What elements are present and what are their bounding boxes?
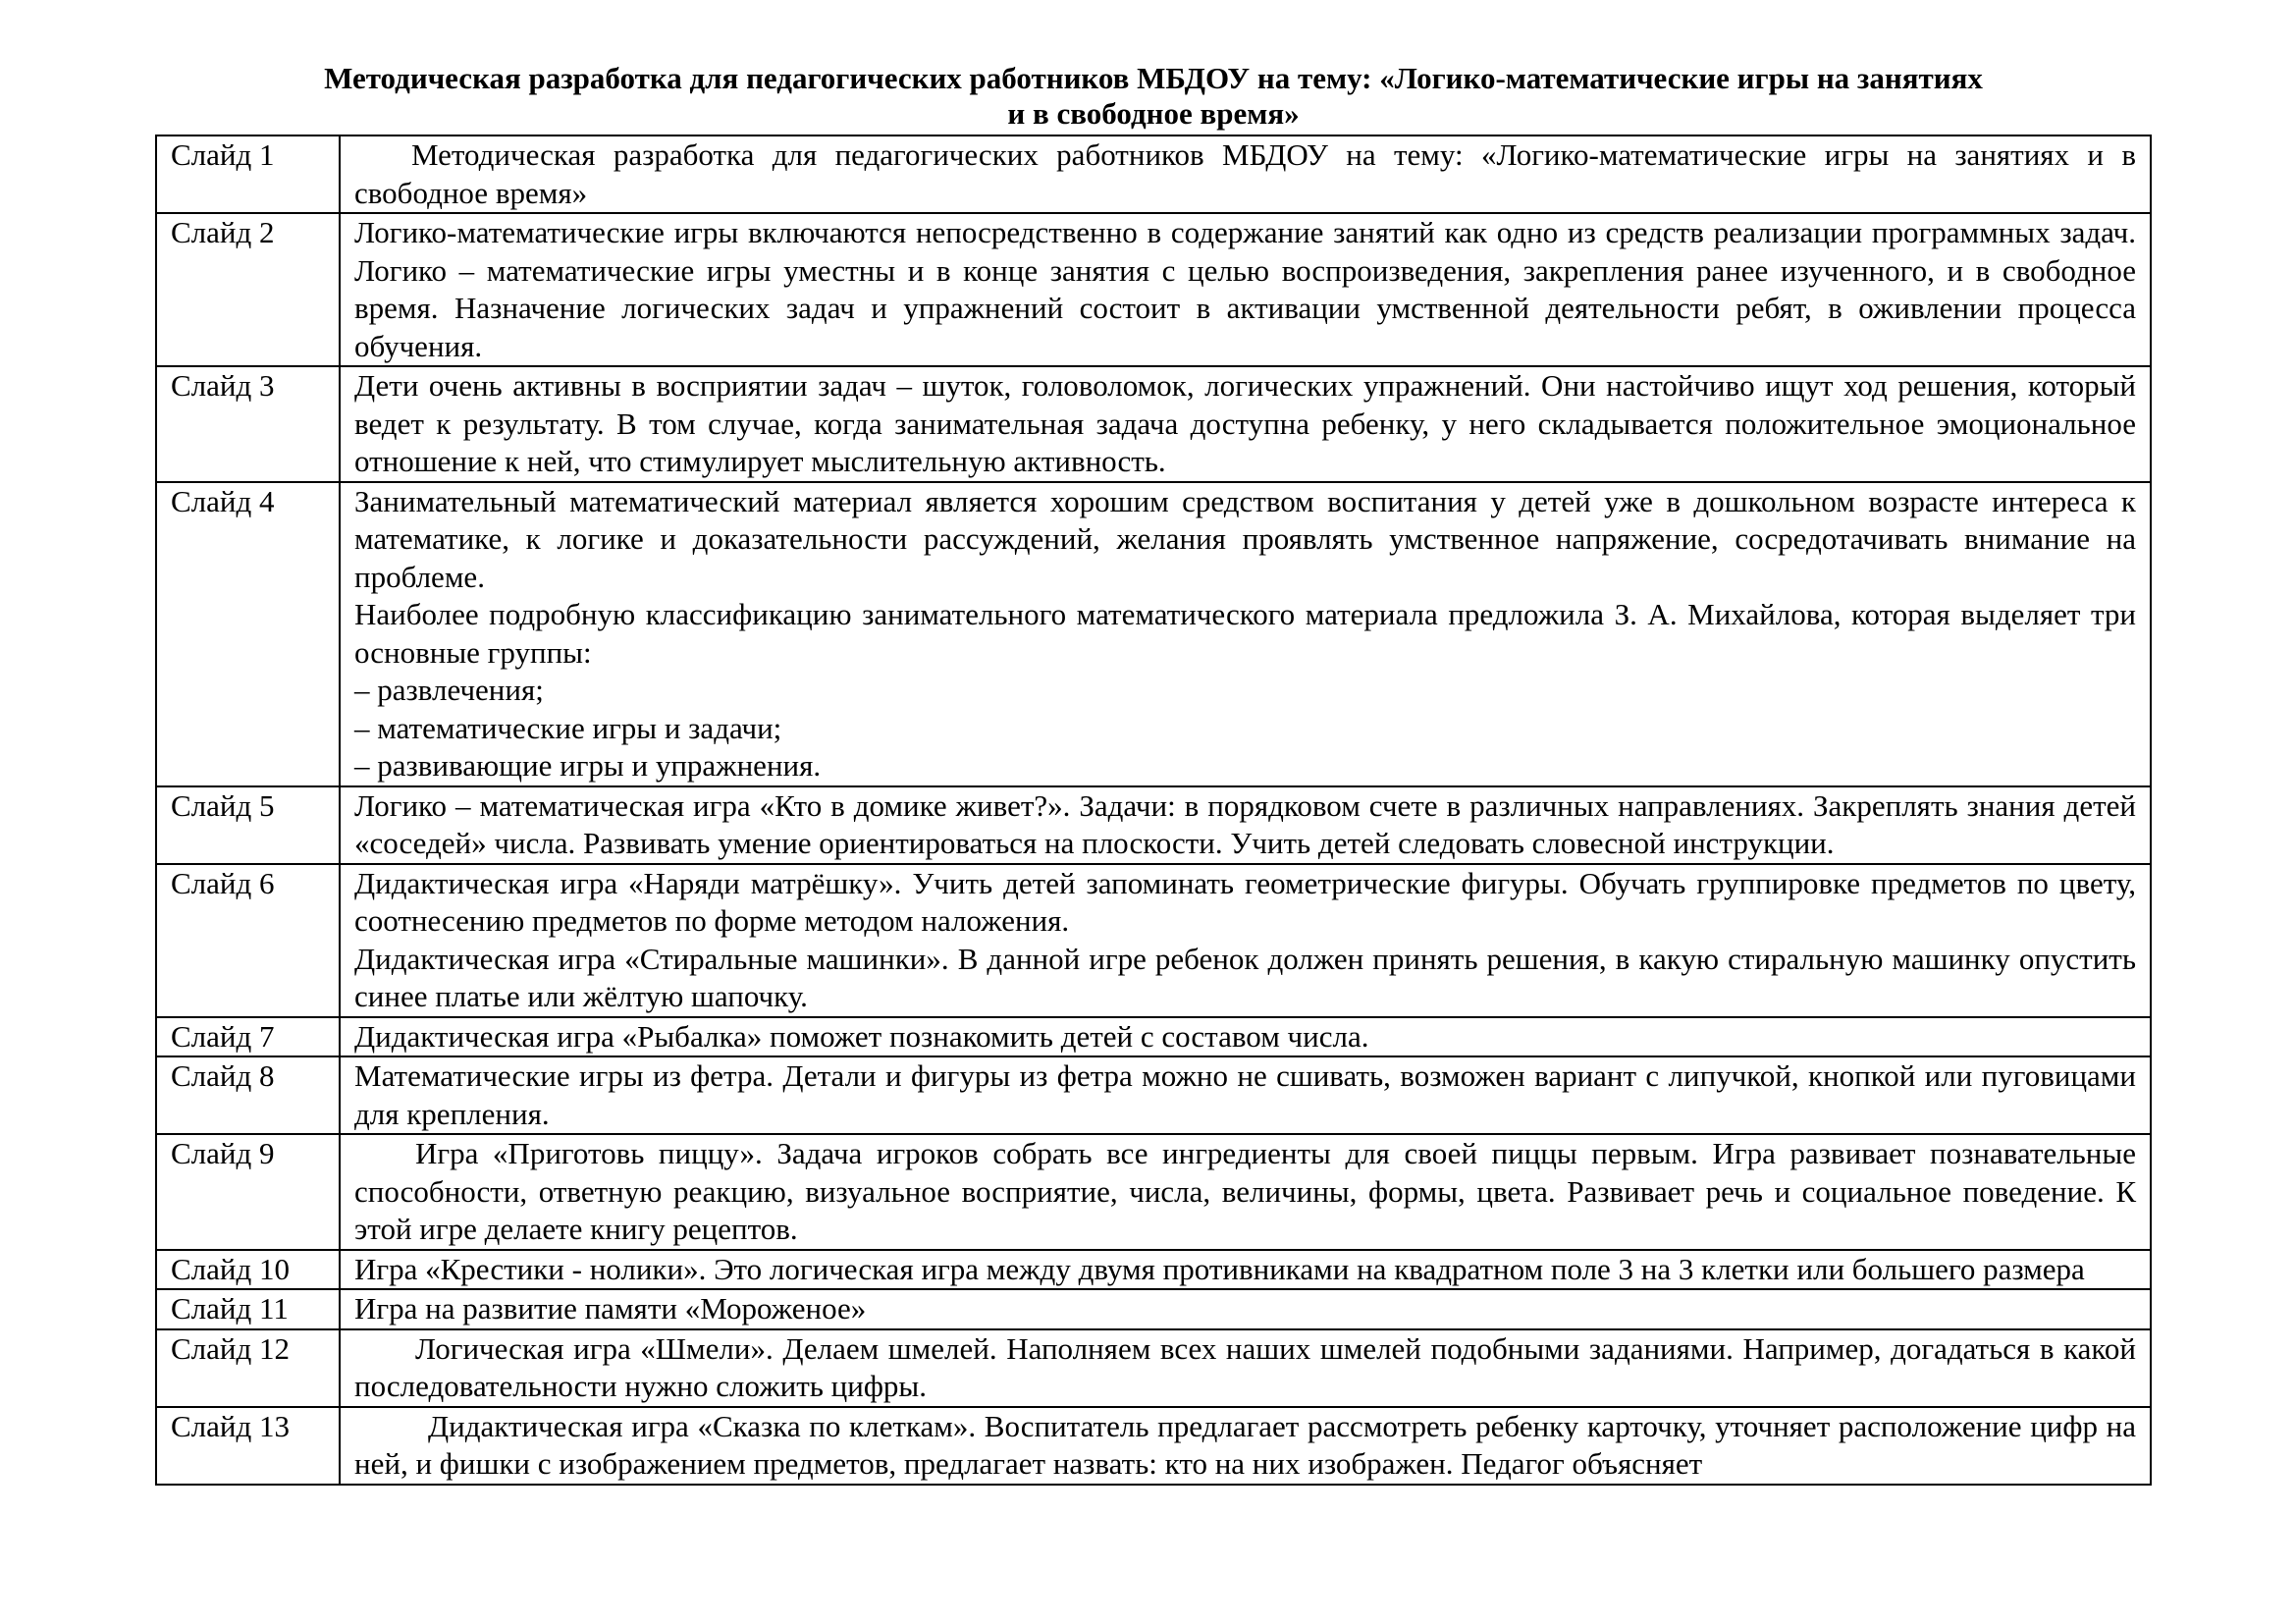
slide-paragraph: Дидактическая игра «Рыбалка» поможет познакомить детей с составом числа. xyxy=(354,1018,1369,1054)
slide-paragraph: Дети очень активны в восприятии задач – шуток, головоломок, логических упражнений. Они настойчиво ищут ход решения, который ведет к результату. В том случае, когда занимательная задача доступна ребенку, у него складывается положительное эмоциональное отношение к ней, что стимулирует мыслительную активность. xyxy=(354,368,2136,478)
slide-content xyxy=(340,1056,2151,1134)
table-row xyxy=(156,1017,2151,1057)
slide-label: Слайд 6 xyxy=(156,864,340,1017)
slide-label: Слайд 4 xyxy=(156,482,340,786)
table-row xyxy=(156,1329,2151,1407)
slide-label: Слайд 5 xyxy=(156,786,340,864)
table-row xyxy=(156,213,2151,366)
slide-label: Слайд 10 xyxy=(156,1250,340,1290)
slide-content xyxy=(340,1134,2151,1250)
document-title xyxy=(157,61,2150,132)
slide-paragraph: Математические игры из фетра. Детали и фигуры из фетра можно не сшивать, возможен вариант с липучкой, кнопкой или пуговицами для крепления. xyxy=(354,1058,2136,1131)
table-row xyxy=(156,1056,2151,1134)
slide-label: Слайд 2 xyxy=(156,213,340,366)
slide-content xyxy=(340,213,2151,366)
slide-paragraph: Логическая игра «Шмели». Делаем шмелей. Наполняем всех наших шмелей подобными заданиями. Например, догадаться в какой последовательности нужно сложить цифры. xyxy=(354,1330,2136,1403)
title-line-2: и в свободное время» xyxy=(1007,96,1300,131)
table-row xyxy=(156,786,2151,864)
slide-content xyxy=(340,1017,2151,1057)
list-item: – развлечения; xyxy=(354,673,544,707)
slide-label: Слайд 11 xyxy=(156,1289,340,1329)
table-row xyxy=(156,482,2151,786)
slide-paragraph: Методическая разработка для педагогических работников МБДОУ на тему: «Логико-математические игры на занятиях и в свободное время» xyxy=(354,137,2136,210)
slide-content xyxy=(340,1250,2151,1290)
slide-content xyxy=(340,1329,2151,1407)
slide-content xyxy=(340,135,2151,213)
slide-paragraph: Логико-математические игры включаются непосредственно в содержание занятий как одно из средств реализации программных задач. Логико – математические игры уместны и в конце занятия с целью воспроизведения, закрепления ранее изученного, и в свободное время. Назначение логических задач и упражнений состоит в активации умственной деятельности ребят, в оживлении процесса обучения. xyxy=(354,215,2136,363)
slide-content xyxy=(340,1407,2151,1485)
slide-content xyxy=(340,786,2151,864)
slide-paragraph: Игра «Крестики - нолики». Это логическая игра между двумя противниками на квадратном поле 3 на 3 клетки или большего размера xyxy=(354,1251,2085,1286)
slide-label: Слайд 1 xyxy=(156,135,340,213)
table-row xyxy=(156,864,2151,1017)
slide-label: Слайд 12 xyxy=(156,1329,340,1407)
slide-label: Слайд 9 xyxy=(156,1134,340,1250)
slide-content xyxy=(340,482,2151,786)
slide-content xyxy=(340,366,2151,482)
slide-label: Слайд 8 xyxy=(156,1056,340,1134)
table-row xyxy=(156,1134,2151,1250)
list-item: – развивающие игры и упражнения. xyxy=(354,748,822,783)
slide-paragraph: Дидактическая игра «Стиральные машинки». В данной игре ребенок должен принять решения, в какую стиральную машинку опустить синее платье или жёлтую шапочку. xyxy=(354,941,2136,1013)
slide-label: Слайд 3 xyxy=(156,366,340,482)
slide-label: Слайд 7 xyxy=(156,1017,340,1057)
slides-table xyxy=(155,135,2152,1486)
table-row xyxy=(156,1407,2151,1485)
slide-paragraph: Занимательный математический материал является хорошим средством воспитания у детей уже в дошкольном возрасте интереса к математике, к логике и доказательности рассуждений, желания проявлять умственное напряжение, сосредотачивать внимание на проблеме. xyxy=(354,483,2136,594)
slide-content xyxy=(340,1289,2151,1329)
table-row xyxy=(156,135,2151,213)
slide-content xyxy=(340,864,2151,1017)
table-row xyxy=(156,366,2151,482)
slide-paragraph: Логико – математическая игра «Кто в домике живет?». Задачи: в порядковом счете в различных направлениях. Закреплять знания детей «соседей» числа. Развивать умение ориентироваться на плоскости. Учить детей следовать словесной инструкции. xyxy=(354,787,2136,860)
slide-paragraph: Игра «Приготовь пиццу». Задача игроков собрать все ингредиенты для своей пиццы первым. Игра развивает познавательные способности, ответную реакцию, визуальное восприятие, числа, величины, формы, цвета. Развивает речь и социальное поведение. К этой игре делаете книгу рецептов. xyxy=(354,1136,2136,1246)
slide-paragraph: Наиболее подробную классификацию занимательного математического материала предложила З. А. Михайлова, которая выделяет три основные группы: xyxy=(354,597,2136,670)
title-line-1: Методическая разработка для педагогических работников МБДОУ на тему: «Логико-математические игры на занятиях xyxy=(324,61,1983,95)
slide-label: Слайд 13 xyxy=(156,1407,340,1485)
list-item: – математические игры и задачи; xyxy=(354,710,782,745)
slide-paragraph: Игра на развитие памяти «Мороженое» xyxy=(354,1291,867,1326)
table-row xyxy=(156,1250,2151,1290)
slide-paragraph: Дидактическая игра «Сказка по клеткам». Воспитатель предлагает рассмотреть ребенку карточку, уточняет расположение цифр на ней, и фишки с изображением предметов, предлагает назвать: кто на них изображен. Педагог объясняет xyxy=(354,1408,2136,1481)
slide-paragraph: Дидактическая игра «Наряди матрёшку». Учить детей запоминать геометрические фигуры. Обучать группировке предметов по цвету, соотнесению предметов по форме методом наложения. xyxy=(354,865,2136,938)
table-row xyxy=(156,1289,2151,1329)
